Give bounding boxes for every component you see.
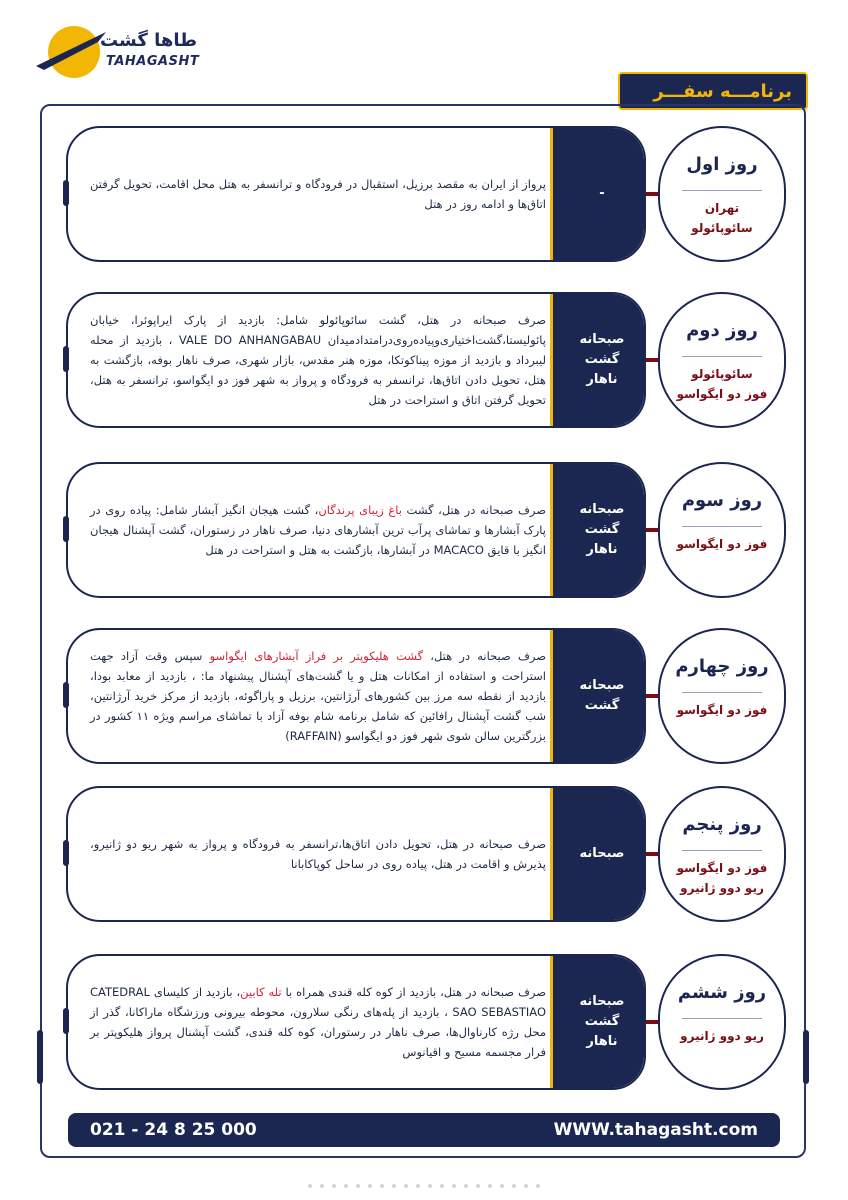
day-card <box>66 462 646 598</box>
day-row-3 <box>66 462 786 598</box>
frame-left-marker <box>37 1030 43 1084</box>
day-card <box>66 954 646 1090</box>
meals-text: صبحانه <box>579 846 625 861</box>
card-marker <box>63 682 69 708</box>
day-card <box>66 628 646 764</box>
card-marker <box>63 840 69 866</box>
day-badge <box>658 126 786 262</box>
brand-name-en: TAHAGASHT <box>106 54 200 69</box>
day-description-text: صرف صبحانه در هتل، تحویل دادن اتاق‌ها،ترانسفر به فرودگاه و پرواز به شهر ریو دو ژانیرو، پذیرش و اقامت در هتل، پیاده روی در ساحل کوپاکابانا <box>90 837 546 871</box>
day-card <box>66 786 646 922</box>
day-badge <box>658 462 786 598</box>
day-badge-divider <box>682 1018 762 1019</box>
meals-text: صبحانه گشت <box>579 678 625 713</box>
day-description <box>90 956 546 1088</box>
day-name: روز اول <box>686 154 758 175</box>
day-badge-divider <box>682 190 762 191</box>
card-marker <box>63 346 69 372</box>
meals-panel <box>550 464 646 596</box>
meals-panel <box>550 294 646 426</box>
day-description <box>90 128 546 260</box>
day-cities: فوز دو ایگواسو ریو دوو ژانیرو <box>676 861 768 895</box>
day-badge-divider <box>682 850 762 851</box>
day-badge-divider <box>682 692 762 693</box>
desc-part: صرف صبحانه در هتل، بازدید از کوه کله قندی همراه با <box>281 985 546 999</box>
day-description-text <box>90 500 546 560</box>
website-link[interactable]: WWW.tahagasht.com <box>553 1120 758 1140</box>
day-cities: ریو دوو ژانیرو <box>680 1029 764 1043</box>
day-name: روز چهارم <box>675 656 769 677</box>
desc-highlight: تله کابین <box>240 985 282 999</box>
day-row-5 <box>66 786 786 922</box>
meals-text: صبحانه گشت ناهار <box>579 332 625 387</box>
day-description-text <box>90 646 546 746</box>
day-badge-divider <box>682 356 762 357</box>
day-row-1 <box>66 126 786 262</box>
desc-part: صرف صبحانه در هتل، <box>423 649 546 663</box>
frame-right-marker <box>803 1030 809 1084</box>
meals-text: صبحانه گشت ناهار <box>579 502 625 557</box>
day-row-4 <box>66 628 786 764</box>
desc-highlight: گشت هلیکوپتر بر فراز آبشارهای ایگواسو <box>209 649 424 663</box>
day-name: روز ششم <box>677 982 767 1003</box>
phone-number[interactable]: 021 - 24 8 25 000 <box>90 1120 257 1140</box>
desc-highlight: باغ زیبای پرندگان <box>318 503 402 517</box>
desc-part: ، بازدید از کلیسای CATEDRAL SAO SEBASTIAO ، بازدید از پله‌های رنگی سلارون، محوطه بیرونی ورزشگاه ماراکانا، گذر از محل رژه کارناوال‌ها، صرف ناهار در رستوران، کوه کله قندی، گشت آپشنال پرواز هلیکوپتر بر فرار مجسمه مسیح و اقیانوس <box>90 985 547 1059</box>
day-cities: فوز دو ایگواسو <box>676 703 768 717</box>
brand-name-fa: طاها گشت <box>100 30 198 51</box>
day-description-text: صرف صبحانه در هتل، گشت سائوپائولو شامل: بازدید از پارک ایراپوئرا، خیابان پائولیستا،گشت‌اختیاری‌وپیاده‌روی‌درامتدادمیدان VALE DO ANHANGABAU ، بازدید از محله لیبرداد و بازدید از موزه پیناکوتکا، موزه هنر مقدس، بازار شهری، صرف ناهار بوفه، بازگشت به هتل، تحویل دادن اتاق‌ها، ترانسفر به فرودگاه و پرواز به شهر فوز دو ایگواسو، ترانسفر به هتل، تحویل گرفتن اتاق و استراحت در هتل <box>90 313 546 407</box>
meals-panel <box>550 956 646 1088</box>
meals-panel <box>550 788 646 920</box>
day-description <box>90 294 546 426</box>
day-badge-divider <box>682 526 762 527</box>
day-name: روز پنجم <box>682 814 762 835</box>
contact-footer <box>68 1113 780 1147</box>
day-cities: فوز دو ایگواسو <box>676 537 768 551</box>
day-card <box>66 292 646 428</box>
day-cities: تهران سائوپائولو <box>691 201 753 235</box>
desc-part: ، گشت هیجان انگیز آبشار شامل: پیاده روی در پارک آبشارها و تماشای پرآب ترین آبشارهای دنیا، صرف ناهار در رستوران، گشت آپشنال هیجان انگیز با قایق MACACO در آبشارها، بازگشت به هتل و استراحت در هتل <box>90 503 546 557</box>
day-name: روز سوم <box>681 490 763 511</box>
day-name: روز دوم <box>686 320 758 341</box>
desc-part: سپس وقت آزاد جهت استراحت و استفاده از امکانات هتل و یا گشت‌های آپشنال پیشنهاد ما: ، بازدید از معابد بودا، بازدید از نقطه سه مرز بین کشورهای آرژانتین، برزیل و پاراگوئه، بازدید از مرکز خرید آرژانتین، شب گشت آپشنال رافائین که شامل برنامه شام بوفه آزاد با تماشای مراسم ویژه ۱۱ کشور در بزرگترین سالن شوی شهر فوز دو ایگواسو (RAFFAIN) <box>90 649 546 743</box>
day-description-text: پرواز از ایران به مقصد برزیل، استقبال در فرودگاه و ترانسفر به هتل محل اقامت، تحویل گرفتن اتاق‌ها و ادامه روز در هتل <box>90 177 546 211</box>
meals-panel <box>550 630 646 762</box>
page-title: برنامـــه سفـــر <box>653 81 792 102</box>
card-marker <box>63 180 69 206</box>
day-cities: سائوپائولو فوز دو ایگواسو <box>676 367 768 401</box>
day-row-6 <box>66 954 786 1090</box>
day-description <box>90 788 546 920</box>
day-description <box>90 464 546 596</box>
day-badge <box>658 292 786 428</box>
decorative-dots-icon <box>300 1176 550 1196</box>
card-marker <box>63 516 69 542</box>
card-marker <box>63 1008 69 1034</box>
day-description <box>90 630 546 762</box>
desc-part: صرف صبحانه در هتل، گشت <box>401 503 546 517</box>
day-description-text <box>90 982 546 1062</box>
day-badge <box>658 954 786 1090</box>
day-badge <box>658 786 786 922</box>
meals-text: صبحانه گشت ناهار <box>579 994 625 1049</box>
day-card <box>66 126 646 262</box>
day-badge <box>658 628 786 764</box>
meals-text: - <box>599 186 605 201</box>
meals-panel <box>550 128 646 260</box>
day-row-2 <box>66 292 786 428</box>
